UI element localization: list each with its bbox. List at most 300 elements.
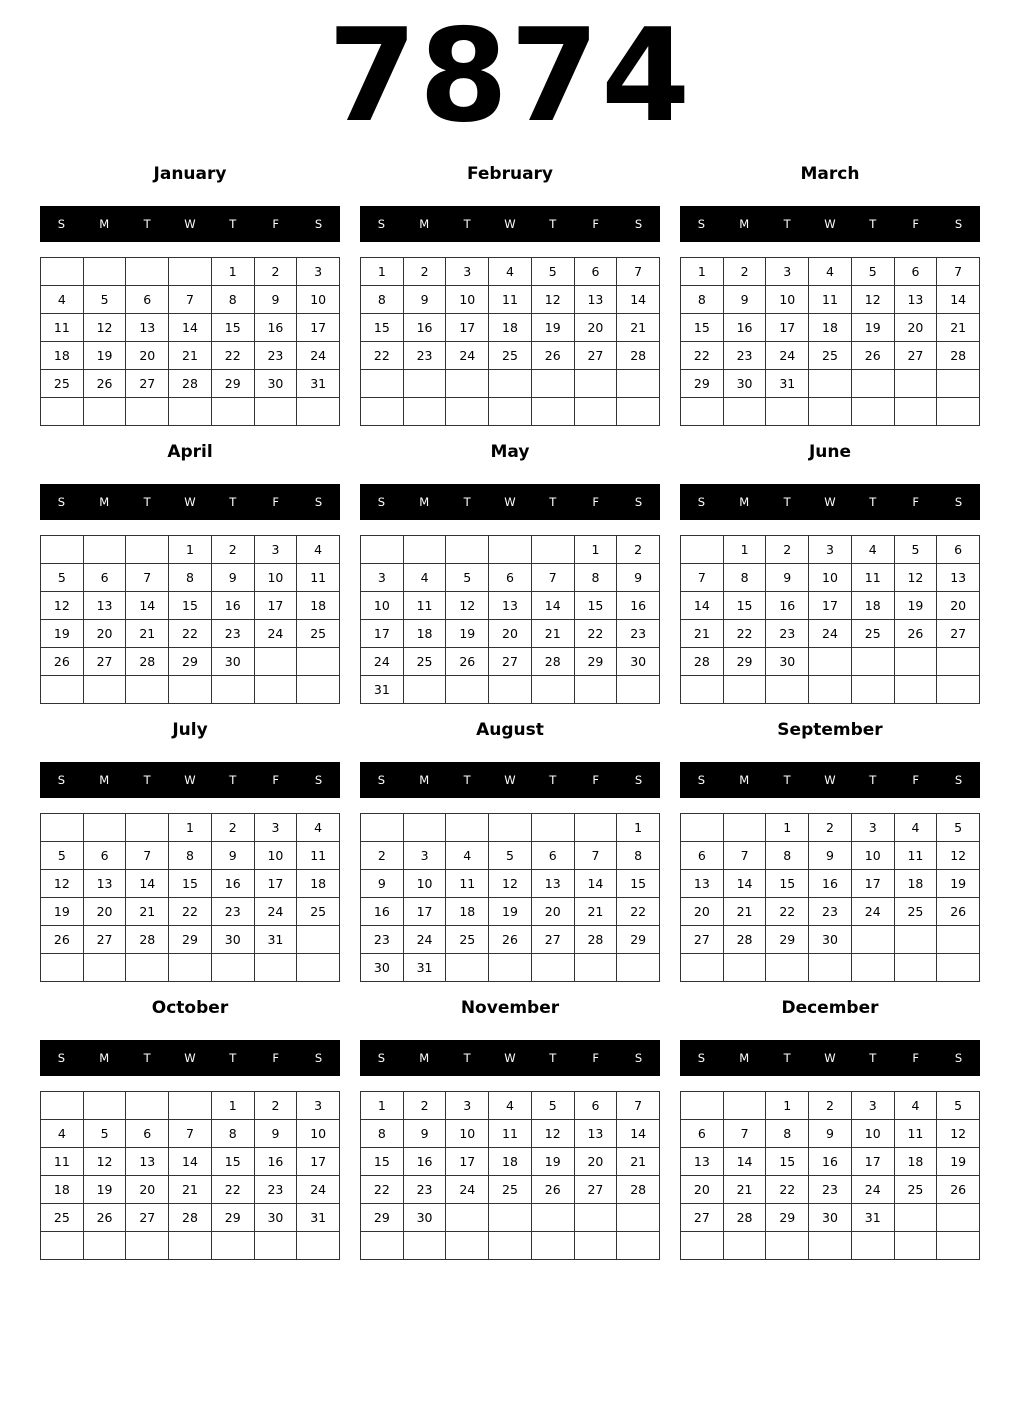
day-cell[interactable]: 22 [169, 898, 212, 926]
day-cell[interactable]: 18 [895, 870, 938, 898]
day-cell[interactable]: 12 [937, 1120, 980, 1148]
day-cell[interactable]: 28 [575, 926, 618, 954]
day-cell[interactable]: 16 [212, 592, 255, 620]
day-cell[interactable]: 23 [617, 620, 660, 648]
day-cell[interactable]: 31 [297, 370, 340, 398]
day-cell[interactable]: 18 [41, 342, 84, 370]
day-cell[interactable]: 14 [169, 314, 212, 342]
day-cell[interactable]: 9 [404, 286, 447, 314]
day-cell[interactable]: 11 [489, 1120, 532, 1148]
day-cell[interactable]: 30 [617, 648, 660, 676]
day-cell[interactable]: 2 [809, 1092, 852, 1120]
day-cell[interactable]: 3 [446, 1092, 489, 1120]
day-cell[interactable]: 12 [532, 286, 575, 314]
day-cell[interactable]: 10 [297, 1120, 340, 1148]
day-cell[interactable]: 11 [297, 564, 340, 592]
day-cell[interactable]: 11 [297, 842, 340, 870]
day-cell[interactable]: 20 [895, 314, 938, 342]
day-cell[interactable]: 2 [361, 842, 404, 870]
day-cell[interactable]: 6 [575, 258, 618, 286]
day-cell[interactable]: 8 [766, 1120, 809, 1148]
day-cell[interactable]: 5 [41, 842, 84, 870]
day-cell[interactable]: 31 [766, 370, 809, 398]
day-cell[interactable]: 13 [84, 870, 127, 898]
day-cell[interactable]: 7 [617, 1092, 660, 1120]
day-cell[interactable]: 15 [766, 1148, 809, 1176]
day-cell[interactable]: 25 [41, 1204, 84, 1232]
day-cell[interactable]: 10 [255, 564, 298, 592]
day-cell[interactable]: 8 [361, 1120, 404, 1148]
day-cell[interactable]: 12 [937, 842, 980, 870]
day-cell[interactable]: 29 [575, 648, 618, 676]
day-cell[interactable]: 4 [852, 536, 895, 564]
day-cell[interactable]: 6 [126, 1120, 169, 1148]
day-cell[interactable]: 4 [895, 814, 938, 842]
day-cell[interactable]: 15 [361, 314, 404, 342]
day-cell[interactable]: 26 [84, 370, 127, 398]
day-cell[interactable]: 2 [766, 536, 809, 564]
day-cell[interactable]: 22 [575, 620, 618, 648]
day-cell[interactable]: 28 [724, 926, 767, 954]
day-cell[interactable]: 5 [532, 1092, 575, 1120]
day-cell[interactable]: 26 [937, 898, 980, 926]
day-cell[interactable]: 5 [532, 258, 575, 286]
day-cell[interactable]: 16 [404, 314, 447, 342]
day-cell[interactable]: 19 [532, 1148, 575, 1176]
day-cell[interactable]: 15 [575, 592, 618, 620]
day-cell[interactable]: 24 [852, 1176, 895, 1204]
day-cell[interactable]: 19 [446, 620, 489, 648]
day-cell[interactable]: 28 [617, 342, 660, 370]
day-cell[interactable]: 12 [84, 1148, 127, 1176]
day-cell[interactable]: 18 [895, 1148, 938, 1176]
day-cell[interactable]: 2 [404, 258, 447, 286]
day-cell[interactable]: 4 [446, 842, 489, 870]
day-cell[interactable]: 30 [809, 926, 852, 954]
day-cell[interactable]: 26 [84, 1204, 127, 1232]
day-cell[interactable]: 26 [852, 342, 895, 370]
day-cell[interactable]: 17 [297, 314, 340, 342]
day-cell[interactable]: 5 [852, 258, 895, 286]
day-cell[interactable]: 11 [41, 1148, 84, 1176]
day-cell[interactable]: 23 [404, 1176, 447, 1204]
day-cell[interactable]: 8 [681, 286, 724, 314]
day-cell[interactable]: 19 [84, 1176, 127, 1204]
day-cell[interactable]: 15 [766, 870, 809, 898]
day-cell[interactable]: 16 [809, 1148, 852, 1176]
day-cell[interactable]: 21 [532, 620, 575, 648]
day-cell[interactable]: 9 [404, 1120, 447, 1148]
day-cell[interactable]: 20 [937, 592, 980, 620]
day-cell[interactable]: 23 [724, 342, 767, 370]
day-cell[interactable]: 8 [617, 842, 660, 870]
day-cell[interactable]: 21 [937, 314, 980, 342]
day-cell[interactable]: 4 [41, 286, 84, 314]
day-cell[interactable]: 20 [126, 1176, 169, 1204]
day-cell[interactable]: 24 [809, 620, 852, 648]
day-cell[interactable]: 27 [84, 648, 127, 676]
day-cell[interactable]: 13 [575, 286, 618, 314]
day-cell[interactable]: 21 [575, 898, 618, 926]
day-cell[interactable]: 1 [681, 258, 724, 286]
day-cell[interactable]: 16 [255, 314, 298, 342]
day-cell[interactable]: 25 [297, 898, 340, 926]
day-cell[interactable]: 10 [361, 592, 404, 620]
day-cell[interactable]: 7 [575, 842, 618, 870]
day-cell[interactable]: 18 [404, 620, 447, 648]
day-cell[interactable]: 18 [41, 1176, 84, 1204]
day-cell[interactable]: 1 [766, 814, 809, 842]
day-cell[interactable]: 1 [212, 1092, 255, 1120]
day-cell[interactable]: 22 [212, 342, 255, 370]
day-cell[interactable]: 3 [852, 814, 895, 842]
day-cell[interactable]: 24 [361, 648, 404, 676]
day-cell[interactable]: 5 [489, 842, 532, 870]
day-cell[interactable]: 3 [297, 1092, 340, 1120]
day-cell[interactable]: 28 [126, 648, 169, 676]
day-cell[interactable]: 5 [937, 814, 980, 842]
day-cell[interactable]: 3 [852, 1092, 895, 1120]
day-cell[interactable]: 16 [766, 592, 809, 620]
day-cell[interactable]: 30 [724, 370, 767, 398]
day-cell[interactable]: 22 [681, 342, 724, 370]
day-cell[interactable]: 12 [84, 314, 127, 342]
day-cell[interactable]: 30 [212, 648, 255, 676]
day-cell[interactable]: 21 [724, 1176, 767, 1204]
day-cell[interactable]: 18 [852, 592, 895, 620]
day-cell[interactable]: 23 [212, 620, 255, 648]
day-cell[interactable]: 24 [446, 342, 489, 370]
day-cell[interactable]: 9 [212, 564, 255, 592]
day-cell[interactable]: 9 [617, 564, 660, 592]
day-cell[interactable]: 7 [724, 842, 767, 870]
day-cell[interactable]: 13 [489, 592, 532, 620]
day-cell[interactable]: 19 [895, 592, 938, 620]
day-cell[interactable]: 25 [809, 342, 852, 370]
day-cell[interactable]: 25 [489, 342, 532, 370]
day-cell[interactable]: 11 [489, 286, 532, 314]
day-cell[interactable]: 25 [446, 926, 489, 954]
day-cell[interactable]: 14 [937, 286, 980, 314]
day-cell[interactable]: 21 [724, 898, 767, 926]
day-cell[interactable]: 27 [126, 370, 169, 398]
day-cell[interactable]: 30 [255, 370, 298, 398]
day-cell[interactable]: 7 [126, 564, 169, 592]
day-cell[interactable]: 9 [809, 1120, 852, 1148]
day-cell[interactable]: 31 [404, 954, 447, 982]
day-cell[interactable]: 30 [809, 1204, 852, 1232]
day-cell[interactable]: 7 [617, 258, 660, 286]
day-cell[interactable]: 26 [532, 1176, 575, 1204]
day-cell[interactable]: 10 [404, 870, 447, 898]
day-cell[interactable]: 15 [681, 314, 724, 342]
day-cell[interactable]: 1 [575, 536, 618, 564]
day-cell[interactable]: 17 [297, 1148, 340, 1176]
day-cell[interactable]: 15 [724, 592, 767, 620]
day-cell[interactable]: 20 [681, 898, 724, 926]
day-cell[interactable]: 10 [852, 842, 895, 870]
day-cell[interactable]: 22 [766, 898, 809, 926]
day-cell[interactable]: 4 [489, 1092, 532, 1120]
day-cell[interactable]: 6 [489, 564, 532, 592]
day-cell[interactable]: 30 [255, 1204, 298, 1232]
day-cell[interactable]: 10 [446, 1120, 489, 1148]
day-cell[interactable]: 2 [404, 1092, 447, 1120]
day-cell[interactable]: 13 [681, 870, 724, 898]
day-cell[interactable]: 21 [169, 1176, 212, 1204]
day-cell[interactable]: 10 [255, 842, 298, 870]
day-cell[interactable]: 12 [852, 286, 895, 314]
day-cell[interactable]: 4 [895, 1092, 938, 1120]
day-cell[interactable]: 5 [937, 1092, 980, 1120]
day-cell[interactable]: 13 [532, 870, 575, 898]
day-cell[interactable]: 3 [766, 258, 809, 286]
day-cell[interactable]: 8 [724, 564, 767, 592]
day-cell[interactable]: 18 [489, 314, 532, 342]
day-cell[interactable]: 7 [937, 258, 980, 286]
day-cell[interactable]: 13 [937, 564, 980, 592]
day-cell[interactable]: 24 [852, 898, 895, 926]
day-cell[interactable]: 18 [809, 314, 852, 342]
day-cell[interactable]: 14 [724, 1148, 767, 1176]
day-cell[interactable]: 20 [681, 1176, 724, 1204]
day-cell[interactable]: 12 [895, 564, 938, 592]
day-cell[interactable]: 28 [937, 342, 980, 370]
day-cell[interactable]: 21 [126, 620, 169, 648]
day-cell[interactable]: 16 [212, 870, 255, 898]
day-cell[interactable]: 25 [404, 648, 447, 676]
day-cell[interactable]: 10 [809, 564, 852, 592]
day-cell[interactable]: 11 [895, 842, 938, 870]
day-cell[interactable]: 25 [895, 1176, 938, 1204]
day-cell[interactable]: 23 [809, 1176, 852, 1204]
day-cell[interactable]: 9 [361, 870, 404, 898]
day-cell[interactable]: 29 [212, 1204, 255, 1232]
day-cell[interactable]: 14 [532, 592, 575, 620]
day-cell[interactable]: 11 [446, 870, 489, 898]
day-cell[interactable]: 17 [446, 314, 489, 342]
day-cell[interactable]: 15 [169, 592, 212, 620]
day-cell[interactable]: 6 [84, 842, 127, 870]
day-cell[interactable]: 19 [532, 314, 575, 342]
day-cell[interactable]: 22 [212, 1176, 255, 1204]
day-cell[interactable]: 2 [255, 1092, 298, 1120]
day-cell[interactable]: 13 [895, 286, 938, 314]
day-cell[interactable]: 10 [852, 1120, 895, 1148]
day-cell[interactable]: 8 [212, 286, 255, 314]
day-cell[interactable]: 17 [361, 620, 404, 648]
day-cell[interactable]: 8 [169, 842, 212, 870]
day-cell[interactable]: 20 [84, 898, 127, 926]
day-cell[interactable]: 17 [255, 870, 298, 898]
day-cell[interactable]: 6 [895, 258, 938, 286]
day-cell[interactable]: 24 [255, 898, 298, 926]
day-cell[interactable]: 31 [361, 676, 404, 704]
day-cell[interactable]: 25 [489, 1176, 532, 1204]
day-cell[interactable]: 26 [41, 648, 84, 676]
day-cell[interactable]: 7 [169, 286, 212, 314]
day-cell[interactable]: 13 [84, 592, 127, 620]
day-cell[interactable]: 26 [895, 620, 938, 648]
day-cell[interactable]: 22 [617, 898, 660, 926]
day-cell[interactable]: 14 [724, 870, 767, 898]
day-cell[interactable]: 27 [489, 648, 532, 676]
day-cell[interactable]: 20 [532, 898, 575, 926]
day-cell[interactable]: 4 [297, 814, 340, 842]
day-cell[interactable]: 20 [84, 620, 127, 648]
day-cell[interactable]: 28 [169, 1204, 212, 1232]
day-cell[interactable]: 4 [489, 258, 532, 286]
day-cell[interactable]: 8 [169, 564, 212, 592]
day-cell[interactable]: 18 [489, 1148, 532, 1176]
day-cell[interactable]: 25 [297, 620, 340, 648]
day-cell[interactable]: 28 [617, 1176, 660, 1204]
day-cell[interactable]: 12 [489, 870, 532, 898]
day-cell[interactable]: 8 [212, 1120, 255, 1148]
day-cell[interactable]: 19 [852, 314, 895, 342]
day-cell[interactable]: 26 [489, 926, 532, 954]
day-cell[interactable]: 18 [297, 592, 340, 620]
day-cell[interactable]: 25 [852, 620, 895, 648]
day-cell[interactable]: 1 [169, 814, 212, 842]
day-cell[interactable]: 23 [212, 898, 255, 926]
day-cell[interactable]: 9 [809, 842, 852, 870]
day-cell[interactable]: 5 [446, 564, 489, 592]
day-cell[interactable]: 27 [532, 926, 575, 954]
day-cell[interactable]: 19 [489, 898, 532, 926]
day-cell[interactable]: 8 [575, 564, 618, 592]
day-cell[interactable]: 14 [126, 870, 169, 898]
day-cell[interactable]: 12 [41, 870, 84, 898]
day-cell[interactable]: 22 [169, 620, 212, 648]
day-cell[interactable]: 20 [575, 1148, 618, 1176]
day-cell[interactable]: 1 [617, 814, 660, 842]
day-cell[interactable]: 22 [766, 1176, 809, 1204]
day-cell[interactable]: 28 [169, 370, 212, 398]
day-cell[interactable]: 29 [361, 1204, 404, 1232]
day-cell[interactable]: 14 [169, 1148, 212, 1176]
day-cell[interactable]: 5 [41, 564, 84, 592]
day-cell[interactable]: 2 [212, 814, 255, 842]
day-cell[interactable]: 24 [297, 342, 340, 370]
day-cell[interactable]: 23 [255, 1176, 298, 1204]
day-cell[interactable]: 19 [937, 1148, 980, 1176]
day-cell[interactable]: 1 [361, 258, 404, 286]
day-cell[interactable]: 29 [169, 926, 212, 954]
day-cell[interactable]: 8 [766, 842, 809, 870]
day-cell[interactable]: 12 [446, 592, 489, 620]
day-cell[interactable]: 7 [169, 1120, 212, 1148]
day-cell[interactable]: 2 [212, 536, 255, 564]
day-cell[interactable]: 22 [724, 620, 767, 648]
day-cell[interactable]: 27 [937, 620, 980, 648]
day-cell[interactable]: 12 [532, 1120, 575, 1148]
day-cell[interactable]: 19 [937, 870, 980, 898]
day-cell[interactable]: 6 [126, 286, 169, 314]
day-cell[interactable]: 17 [809, 592, 852, 620]
day-cell[interactable]: 13 [681, 1148, 724, 1176]
day-cell[interactable]: 1 [724, 536, 767, 564]
day-cell[interactable]: 14 [126, 592, 169, 620]
day-cell[interactable]: 5 [84, 1120, 127, 1148]
day-cell[interactable]: 5 [84, 286, 127, 314]
day-cell[interactable]: 23 [361, 926, 404, 954]
day-cell[interactable]: 11 [895, 1120, 938, 1148]
day-cell[interactable]: 16 [361, 898, 404, 926]
day-cell[interactable]: 10 [766, 286, 809, 314]
day-cell[interactable]: 31 [255, 926, 298, 954]
day-cell[interactable]: 19 [41, 898, 84, 926]
day-cell[interactable]: 3 [809, 536, 852, 564]
day-cell[interactable]: 30 [361, 954, 404, 982]
day-cell[interactable]: 6 [681, 842, 724, 870]
day-cell[interactable]: 28 [126, 926, 169, 954]
day-cell[interactable]: 4 [809, 258, 852, 286]
day-cell[interactable]: 14 [617, 286, 660, 314]
day-cell[interactable]: 4 [297, 536, 340, 564]
day-cell[interactable]: 14 [681, 592, 724, 620]
day-cell[interactable]: 6 [575, 1092, 618, 1120]
day-cell[interactable]: 30 [404, 1204, 447, 1232]
day-cell[interactable]: 3 [361, 564, 404, 592]
day-cell[interactable]: 16 [809, 870, 852, 898]
day-cell[interactable]: 14 [575, 870, 618, 898]
day-cell[interactable]: 14 [617, 1120, 660, 1148]
day-cell[interactable]: 25 [41, 370, 84, 398]
day-cell[interactable]: 4 [41, 1120, 84, 1148]
day-cell[interactable]: 27 [681, 1204, 724, 1232]
day-cell[interactable]: 11 [809, 286, 852, 314]
day-cell[interactable]: 3 [404, 842, 447, 870]
day-cell[interactable]: 2 [724, 258, 767, 286]
day-cell[interactable]: 26 [532, 342, 575, 370]
day-cell[interactable]: 21 [126, 898, 169, 926]
day-cell[interactable]: 24 [404, 926, 447, 954]
day-cell[interactable]: 16 [617, 592, 660, 620]
day-cell[interactable]: 20 [126, 342, 169, 370]
day-cell[interactable]: 1 [212, 258, 255, 286]
day-cell[interactable]: 15 [617, 870, 660, 898]
day-cell[interactable]: 21 [617, 1148, 660, 1176]
day-cell[interactable]: 3 [446, 258, 489, 286]
day-cell[interactable]: 20 [489, 620, 532, 648]
day-cell[interactable]: 1 [766, 1092, 809, 1120]
day-cell[interactable]: 20 [575, 314, 618, 342]
day-cell[interactable]: 2 [255, 258, 298, 286]
day-cell[interactable]: 28 [532, 648, 575, 676]
day-cell[interactable]: 19 [84, 342, 127, 370]
day-cell[interactable]: 29 [212, 370, 255, 398]
day-cell[interactable]: 17 [255, 592, 298, 620]
day-cell[interactable]: 6 [532, 842, 575, 870]
day-cell[interactable]: 27 [126, 1204, 169, 1232]
day-cell[interactable]: 26 [937, 1176, 980, 1204]
day-cell[interactable]: 17 [852, 1148, 895, 1176]
day-cell[interactable]: 31 [852, 1204, 895, 1232]
day-cell[interactable]: 27 [575, 1176, 618, 1204]
day-cell[interactable]: 22 [361, 1176, 404, 1204]
day-cell[interactable]: 15 [361, 1148, 404, 1176]
day-cell[interactable]: 29 [766, 926, 809, 954]
day-cell[interactable]: 17 [766, 314, 809, 342]
day-cell[interactable]: 31 [297, 1204, 340, 1232]
day-cell[interactable]: 16 [255, 1148, 298, 1176]
day-cell[interactable]: 13 [575, 1120, 618, 1148]
day-cell[interactable]: 24 [297, 1176, 340, 1204]
day-cell[interactable]: 28 [681, 648, 724, 676]
day-cell[interactable]: 22 [361, 342, 404, 370]
day-cell[interactable]: 5 [895, 536, 938, 564]
